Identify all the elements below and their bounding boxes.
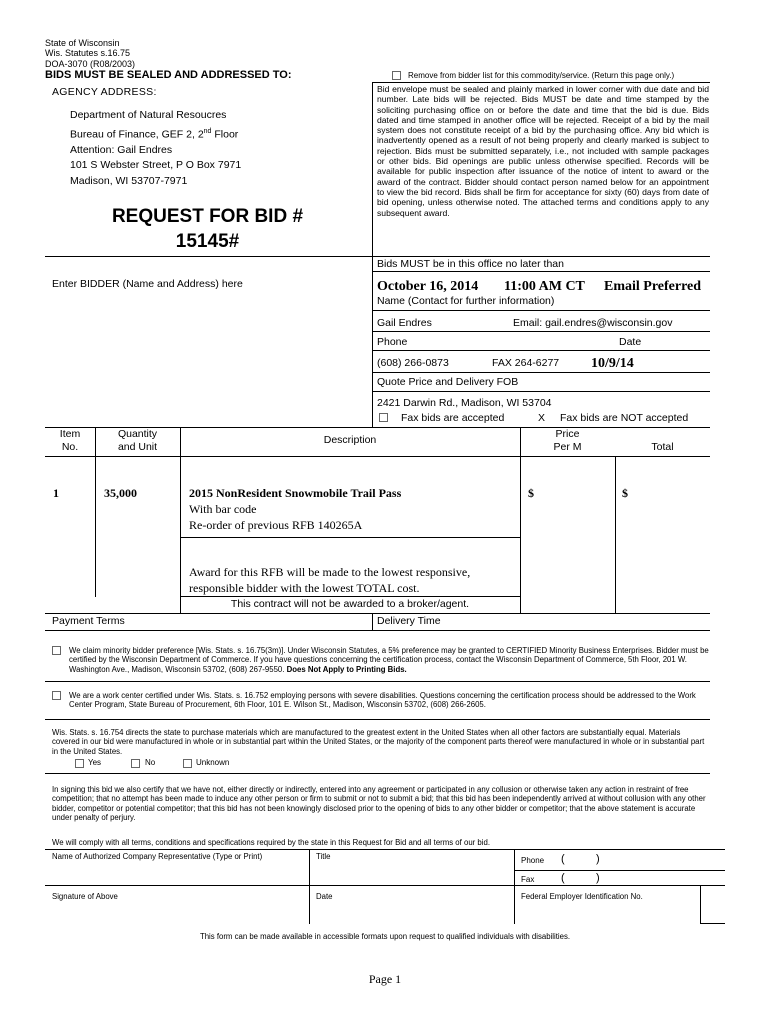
item-description-title: 2015 NonResident Snowmobile Trail Pass: [189, 486, 402, 500]
page-title: REQUEST FOR BID # 15145#: [111, 206, 304, 252]
col-total-header: Total: [651, 441, 674, 453]
fax-not-accepted-label: Fax bids are NOT accepted: [560, 412, 689, 424]
yes-checkbox[interactable]: [75, 759, 84, 768]
minority-text: We claim minority bidder preference [Wis. Stats. s. 16.75(3m)]. Under Wisconsin Statutes, a 5% preference may be granted to CERTIFIED Minority Business Enterprises. Bidder must be certified by the Wisconsin Department of Commerce. If you have questions concerning the certification process, contact the Wisconsin Department of Commerce, 5th Floor, 201 W. Washington Ave., Madison, Wisconsin 53702, (608) 267-9550. Does Not Apply to Printing Bids.: [69, 646, 709, 674]
contact-email[interactable]: Email: gail.endres@wisconsin.gov: [513, 317, 673, 329]
rep-name-label: Name of Authorized Company Representative (Type or Print): [52, 852, 263, 861]
item-description-line: Re-order of previous RFB 140265A: [189, 518, 363, 532]
remove-note: Remove from bidder list for this commodity/service. (Return this page only.): [408, 71, 675, 80]
bid-instructions: Bid envelope must be sealed and plainly marked in lower corner with due date and bid number. Late bids will be rejected. Bids MUST be date and time stamped by the soliciting purchasing office on or before the date and time that the bid is due. Bids dated and time stamped in another office will be rejected. Receipt of a bid by the mail system does not constitute receipt of a bid by the purchasing office. Any bid which is inadvertently opened as a result of not being properly and clearly marked is subject to rejection. Bids must be submitted separately, i.e., not included with sample packages or other bids. Bid openings are public unless otherwise specified. Records will be available for public inspection after issuance of the notice of intent to award or the award of the contract. Bidder should contact person named below for an appointment to view the bid record. Bids shall be firm for acceptance for sixty (60) days from date of bid opening, unless otherwise noted. The attached terms and conditions apply to any subsequent award.: [377, 84, 709, 218]
form-number: DOA-3070 (R08/2003): [45, 59, 136, 69]
remove-checkbox[interactable]: [392, 71, 401, 80]
contact-name-label: Name (Contact for further information): [377, 295, 555, 307]
signature-field[interactable]: [52, 902, 304, 922]
unknown-label: Unknown: [196, 758, 230, 767]
fax-accepted-checkbox[interactable]: [379, 413, 388, 422]
phone-label: Phone: [377, 336, 408, 348]
fax-field-label: Fax: [521, 875, 535, 884]
sig-date-label: Date: [316, 892, 333, 901]
fob-label: Quote Price and Delivery FOB: [377, 376, 519, 388]
fax-paren-close: ): [596, 872, 600, 884]
award-text: responsible bidder with the lowest TOTAL cost.: [189, 581, 420, 595]
phone-paren-open: (: [561, 853, 565, 865]
phone-paren-close: ): [596, 853, 600, 865]
award-text: Award for this RFB will be made to the lowest responsive,: [189, 565, 471, 579]
payment-terms-label: Payment Terms: [52, 615, 125, 627]
fob-address: 2421 Darwin Rd., Madison, WI 53704: [377, 397, 552, 409]
work-center-checkbox[interactable]: [52, 691, 61, 700]
manufacture-text: Wis. Stats. s. 16.754 directs the state to purchase materials which are manufactured to the greatest extent in the United States when all other factors are substantially equal. Materials covered in our bid were manufactured in whole or in substantial part within the United States, or the majority of the component parts thereof were manufactured in whole or in substantial part in the United States.: [52, 728, 705, 756]
due-date: October 16, 2014: [377, 279, 479, 294]
rep-name-field[interactable]: [52, 862, 304, 884]
page-number: Page 1: [368, 972, 402, 986]
phone-field-label: Phone: [521, 856, 545, 865]
comply-text: We will comply with all terms, conditions and specifications required by the state in this Request for Bid and all terms of our bid.: [52, 838, 490, 847]
item-number: 1: [53, 486, 59, 500]
minority-checkbox[interactable]: [52, 646, 61, 655]
due-label: Bids MUST be in this office no later than: [377, 258, 564, 270]
agency-address: Department of Natural Resoucres Bureau of Finance, GEF 2, 2nd Floor Attention: Gail Endres 101 S Webster Street, P O Box 7971 Madison, WI 53707-7971: [70, 109, 242, 187]
state-name: State of Wisconsin: [45, 38, 120, 48]
due-time: 11:00 AM CT: [504, 279, 585, 294]
item-price[interactable]: $: [528, 486, 534, 500]
bidder-entry-area[interactable]: [50, 292, 368, 424]
fax-paren-open: (: [561, 872, 565, 884]
col-price-header: Price Per M: [553, 428, 582, 453]
fax-accepted-label: Fax bids are accepted: [401, 412, 505, 424]
fax-not-accepted-mark: X: [538, 412, 546, 424]
item-total[interactable]: $: [622, 486, 628, 500]
issue-date: 10/9/14: [591, 356, 634, 371]
no-checkbox[interactable]: [131, 759, 140, 768]
no-label: No: [145, 758, 156, 767]
title-field[interactable]: [316, 862, 511, 884]
email-preferred: Email Preferred: [604, 279, 702, 294]
signature-label: Signature of Above: [52, 892, 118, 901]
item-quantity: 35,000: [104, 486, 137, 500]
yes-label: Yes: [88, 758, 102, 767]
bids-heading: BIDS MUST BE SEALED AND ADDRESSED TO:: [45, 69, 292, 81]
collusion-text: In signing this bid we also certify that we have not, either directly or indirectly, entered into any agreement or participated in any collusion or otherwise taken any action in restraint of free competition; that no attempt has been made to induce any other person or firm to submit or not to submit a bid; that this bid has been independently arrived at without collusion with any other bidder, competitor or potential competitor; that this bid has not been knowingly disclosed prior to the opening of bids to any other bidder or competitor; that the above statement is accurate under penalty of perjury.: [52, 785, 706, 823]
fein-label: Federal Employer Identification No.: [521, 892, 643, 901]
statutes: Wis. Statutes s.16.75: [45, 48, 131, 58]
col-description-header: Description: [323, 434, 377, 446]
broker-note: This contract will not be awarded to a broker/agent.: [230, 598, 470, 610]
bidder-label: Enter BIDDER (Name and Address) here: [52, 278, 243, 290]
accessibility-note: This form can be made available in accessible formats upon request to qualified individuals with disabilities.: [199, 932, 571, 941]
col-item-header: Item No.: [59, 428, 81, 453]
title-label: Title: [316, 852, 331, 861]
unknown-checkbox[interactable]: [183, 759, 192, 768]
col-quantity-header: Quantity and Unit: [117, 428, 158, 453]
delivery-time-label: Delivery Time: [377, 615, 441, 627]
agency-label: AGENCY ADDRESS:: [52, 86, 157, 98]
contact-phone: (608) 266-0873: [377, 357, 449, 369]
work-center-text: We are a work center certified under Wis. Stats. s. 16.752 employing persons with severe disabilities. Questions concerning the certification process should be addressed to the Work Center Program, State Bureau of Procurement, 6th Floor, 101 E. Wilson St., Madison, Wisconsin 53702, (608) 266-2605.: [69, 691, 696, 710]
contact-fax: FAX 264-6277: [492, 357, 560, 369]
item-description-line: With bar code: [189, 502, 257, 516]
date-label: Date: [619, 336, 642, 348]
contact-name: Gail Endres: [377, 317, 432, 329]
